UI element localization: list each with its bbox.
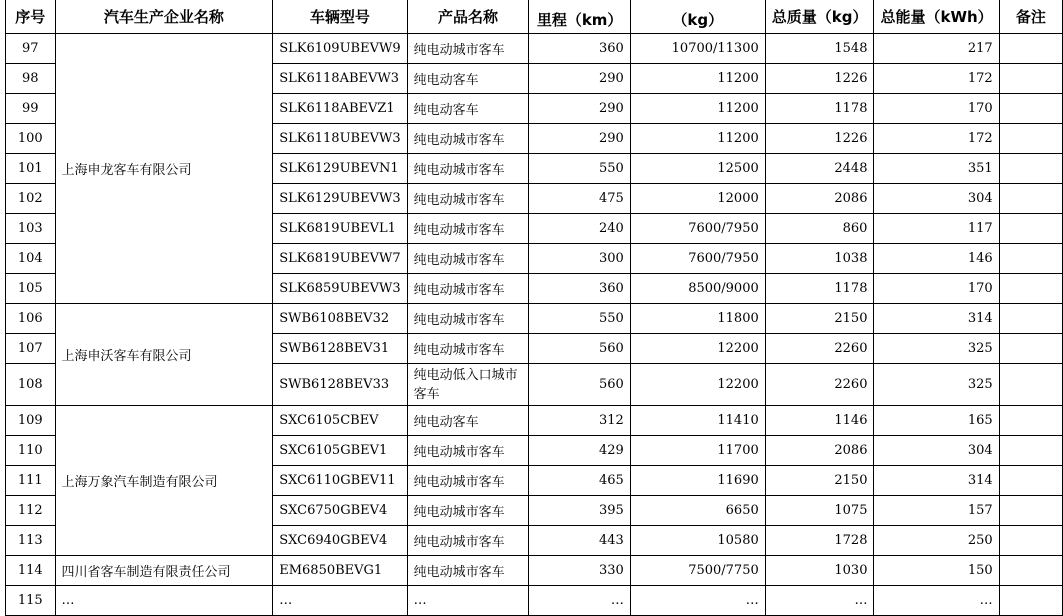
cell-model: SLK6118UBEVW3 [273,124,407,154]
cell-notes [999,556,1062,586]
cell-product: 纯电动城市客车 [407,214,529,244]
cell-model: SXC6105GBEV1 [273,436,407,466]
cell-range: 443 [529,526,630,556]
cell-model: EM6850BEVG1 [273,556,407,586]
cell-vehicle-mass: 12200 [630,334,765,364]
cell-vehicle-mass: 7600/7950 [630,214,765,244]
cell-notes [999,94,1062,124]
cell-model: SLK6129UBEVN1 [273,154,407,184]
header-battery-mass: 总质量（kg） [765,0,874,34]
table-header-row [6,0,1063,34]
cell-battery-energy: 314 [874,466,999,496]
cell-product: 纯电动城市客车 [407,274,529,304]
header-battery-energy: 总能量（kWh） [874,0,999,34]
cell-battery-mass: 1728 [765,526,874,556]
header-product: 产品名称 [407,0,529,34]
cell-model: SWB6128BEV31 [273,334,407,364]
table-body [6,34,1063,616]
header-notes: 备注 [999,0,1062,34]
cell-range: 312 [529,406,630,436]
cell-product: 纯电动城市客车 [407,124,529,154]
cell-battery-energy: 117 [874,214,999,244]
cell-product: 纯电动客车 [407,94,529,124]
cell-notes [999,244,1062,274]
cell-seq: 98 [6,64,56,94]
cell-battery-energy: 172 [874,64,999,94]
cell-range: … [529,586,630,616]
cell-battery-energy: 250 [874,526,999,556]
table-row [6,34,1063,64]
cell-company: 上海申龙客车有限公司 [55,34,273,304]
cell-product: 纯电动城市客车 [407,244,529,274]
cell-notes [999,34,1062,64]
cell-notes [999,406,1062,436]
cell-product: … [407,586,529,616]
cell-battery-energy: 146 [874,244,999,274]
vehicle-catalog-table [5,0,1063,616]
cell-battery-mass: 860 [765,214,874,244]
cell-product: 纯电动客车 [407,64,529,94]
cell-seq: 97 [6,34,56,64]
cell-model: SLK6859UBEVW3 [273,274,407,304]
cell-notes [999,526,1062,556]
cell-vehicle-mass: 11200 [630,94,765,124]
cell-seq: 101 [6,154,56,184]
cell-product: 纯电动城市客车 [407,334,529,364]
cell-battery-energy: 150 [874,556,999,586]
cell-notes [999,436,1062,466]
cell-vehicle-mass: 10700/11300 [630,34,765,64]
cell-range: 360 [529,34,630,64]
cell-company: 上海申沃客车有限公司 [55,304,273,406]
cell-vehicle-mass: 10580 [630,526,765,556]
cell-battery-energy: 351 [874,154,999,184]
cell-seq: 103 [6,214,56,244]
cell-seq: 115 [6,586,56,616]
cell-battery-mass: … [765,586,874,616]
cell-seq: 108 [6,364,56,406]
cell-battery-mass: 1146 [765,406,874,436]
cell-battery-energy: … [874,586,999,616]
cell-model: SLK6129UBEVW3 [273,184,407,214]
cell-model: SLK6109UBEVW9 [273,34,407,64]
header-company: 汽车生产企业名称 [55,0,273,34]
cell-seq: 107 [6,334,56,364]
cell-vehicle-mass: 11800 [630,304,765,334]
cell-notes [999,274,1062,304]
cell-battery-energy: 170 [874,274,999,304]
cell-vehicle-mass: 11700 [630,436,765,466]
cell-battery-mass: 2150 [765,466,874,496]
cell-model: SLK6118ABEVZ1 [273,94,407,124]
cell-battery-mass: 1178 [765,94,874,124]
cell-vehicle-mass: 11200 [630,124,765,154]
cell-vehicle-mass: … [630,586,765,616]
cell-vehicle-mass: 12000 [630,184,765,214]
cell-seq: 111 [6,466,56,496]
cell-model: SLK6819UBEVL1 [273,214,407,244]
cell-model: SWB6108BEV32 [273,304,407,334]
header-seq: 序号 [6,0,56,34]
cell-battery-energy: 325 [874,334,999,364]
cell-battery-mass: 1548 [765,34,874,64]
cell-model: SWB6128BEV33 [273,364,407,406]
cell-company: 四川省客车制造有限责任公司 [55,556,273,586]
cell-product: 纯电动客车 [407,406,529,436]
cell-product: 纯电动城市客车 [407,526,529,556]
cell-range: 550 [529,304,630,334]
cell-product: 纯电动低入口城市客车 [407,364,529,406]
cell-seq: 113 [6,526,56,556]
cell-notes [999,466,1062,496]
cell-model: SXC6750GBEV4 [273,496,407,526]
cell-notes [999,364,1062,406]
table-row [6,304,1063,334]
cell-product: 纯电动城市客车 [407,436,529,466]
cell-battery-energy: 172 [874,124,999,154]
cell-battery-mass: 1226 [765,64,874,94]
cell-seq: 114 [6,556,56,586]
cell-range: 300 [529,244,630,274]
header-model: 车辆型号 [273,0,407,34]
cell-vehicle-mass: 11200 [630,64,765,94]
table-row [6,586,1063,616]
header-mass-line2: （kg） [672,11,724,29]
cell-range: 429 [529,436,630,466]
cell-battery-mass: 2086 [765,184,874,214]
cell-vehicle-mass: 7600/7950 [630,244,765,274]
cell-battery-energy: 304 [874,436,999,466]
cell-model: SXC6940GBEV4 [273,526,407,556]
cell-seq: 112 [6,496,56,526]
cell-battery-mass: 1075 [765,496,874,526]
cell-range: 330 [529,556,630,586]
cell-seq: 99 [6,94,56,124]
cell-product: 纯电动城市客车 [407,304,529,334]
cell-battery-mass: 2260 [765,334,874,364]
cell-seq: 100 [6,124,56,154]
cell-range: 360 [529,274,630,304]
cell-notes [999,304,1062,334]
header-mass [630,0,765,34]
cell-vehicle-mass: 12500 [630,154,765,184]
cell-battery-mass: 1030 [765,556,874,586]
cell-range: 290 [529,124,630,154]
header-range-line2: 里程（km） [536,11,623,29]
cell-vehicle-mass: 11690 [630,466,765,496]
cell-seq: 105 [6,274,56,304]
cell-seq: 109 [6,406,56,436]
cell-range: 290 [529,94,630,124]
cell-seq: 110 [6,436,56,466]
cell-range: 465 [529,466,630,496]
cell-notes [999,184,1062,214]
cell-battery-energy: 217 [874,34,999,64]
cell-battery-energy: 325 [874,364,999,406]
cell-range: 560 [529,334,630,364]
cell-model: SLK6118ABEVW3 [273,64,407,94]
cell-range: 290 [529,64,630,94]
cell-battery-energy: 314 [874,304,999,334]
cell-product: 纯电动城市客车 [407,154,529,184]
cell-notes [999,334,1062,364]
cell-notes [999,154,1062,184]
cell-product: 纯电动城市客车 [407,556,529,586]
cell-product: 纯电动城市客车 [407,184,529,214]
cell-battery-energy: 304 [874,184,999,214]
cell-battery-mass: 2448 [765,154,874,184]
cell-seq: 106 [6,304,56,334]
cell-vehicle-mass: 6650 [630,496,765,526]
cell-model: SXC6105CBEV [273,406,407,436]
cell-model: … [273,586,407,616]
table-row [6,406,1063,436]
cell-notes [999,124,1062,154]
cell-vehicle-mass: 7500/7750 [630,556,765,586]
cell-notes [999,496,1062,526]
table-row [6,556,1063,586]
cell-range: 395 [529,496,630,526]
cell-seq: 104 [6,244,56,274]
cell-battery-mass: 2150 [765,304,874,334]
cell-company: … [55,586,273,616]
cell-battery-mass: 1038 [765,244,874,274]
cell-battery-mass: 2260 [765,364,874,406]
cell-notes [999,64,1062,94]
cell-battery-energy: 170 [874,94,999,124]
cell-notes [999,214,1062,244]
cell-model: SXC6110GBEV11 [273,466,407,496]
cell-product: 纯电动城市客车 [407,496,529,526]
cell-range: 475 [529,184,630,214]
cell-vehicle-mass: 12200 [630,364,765,406]
cell-battery-energy: 165 [874,406,999,436]
cell-battery-mass: 1178 [765,274,874,304]
cell-model: SLK6819UBEVW7 [273,244,407,274]
cell-range: 560 [529,364,630,406]
cell-product: 纯电动城市客车 [407,466,529,496]
cell-seq: 102 [6,184,56,214]
cell-notes [999,586,1062,616]
cell-product: 纯电动城市客车 [407,34,529,64]
cell-range: 240 [529,214,630,244]
cell-vehicle-mass: 8500/9000 [630,274,765,304]
cell-vehicle-mass: 11410 [630,406,765,436]
cell-battery-mass: 2086 [765,436,874,466]
cell-battery-energy: 157 [874,496,999,526]
cell-range: 550 [529,154,630,184]
cell-company: 上海万象汽车制造有限公司 [55,406,273,556]
cell-battery-mass: 1226 [765,124,874,154]
header-range [529,0,630,34]
